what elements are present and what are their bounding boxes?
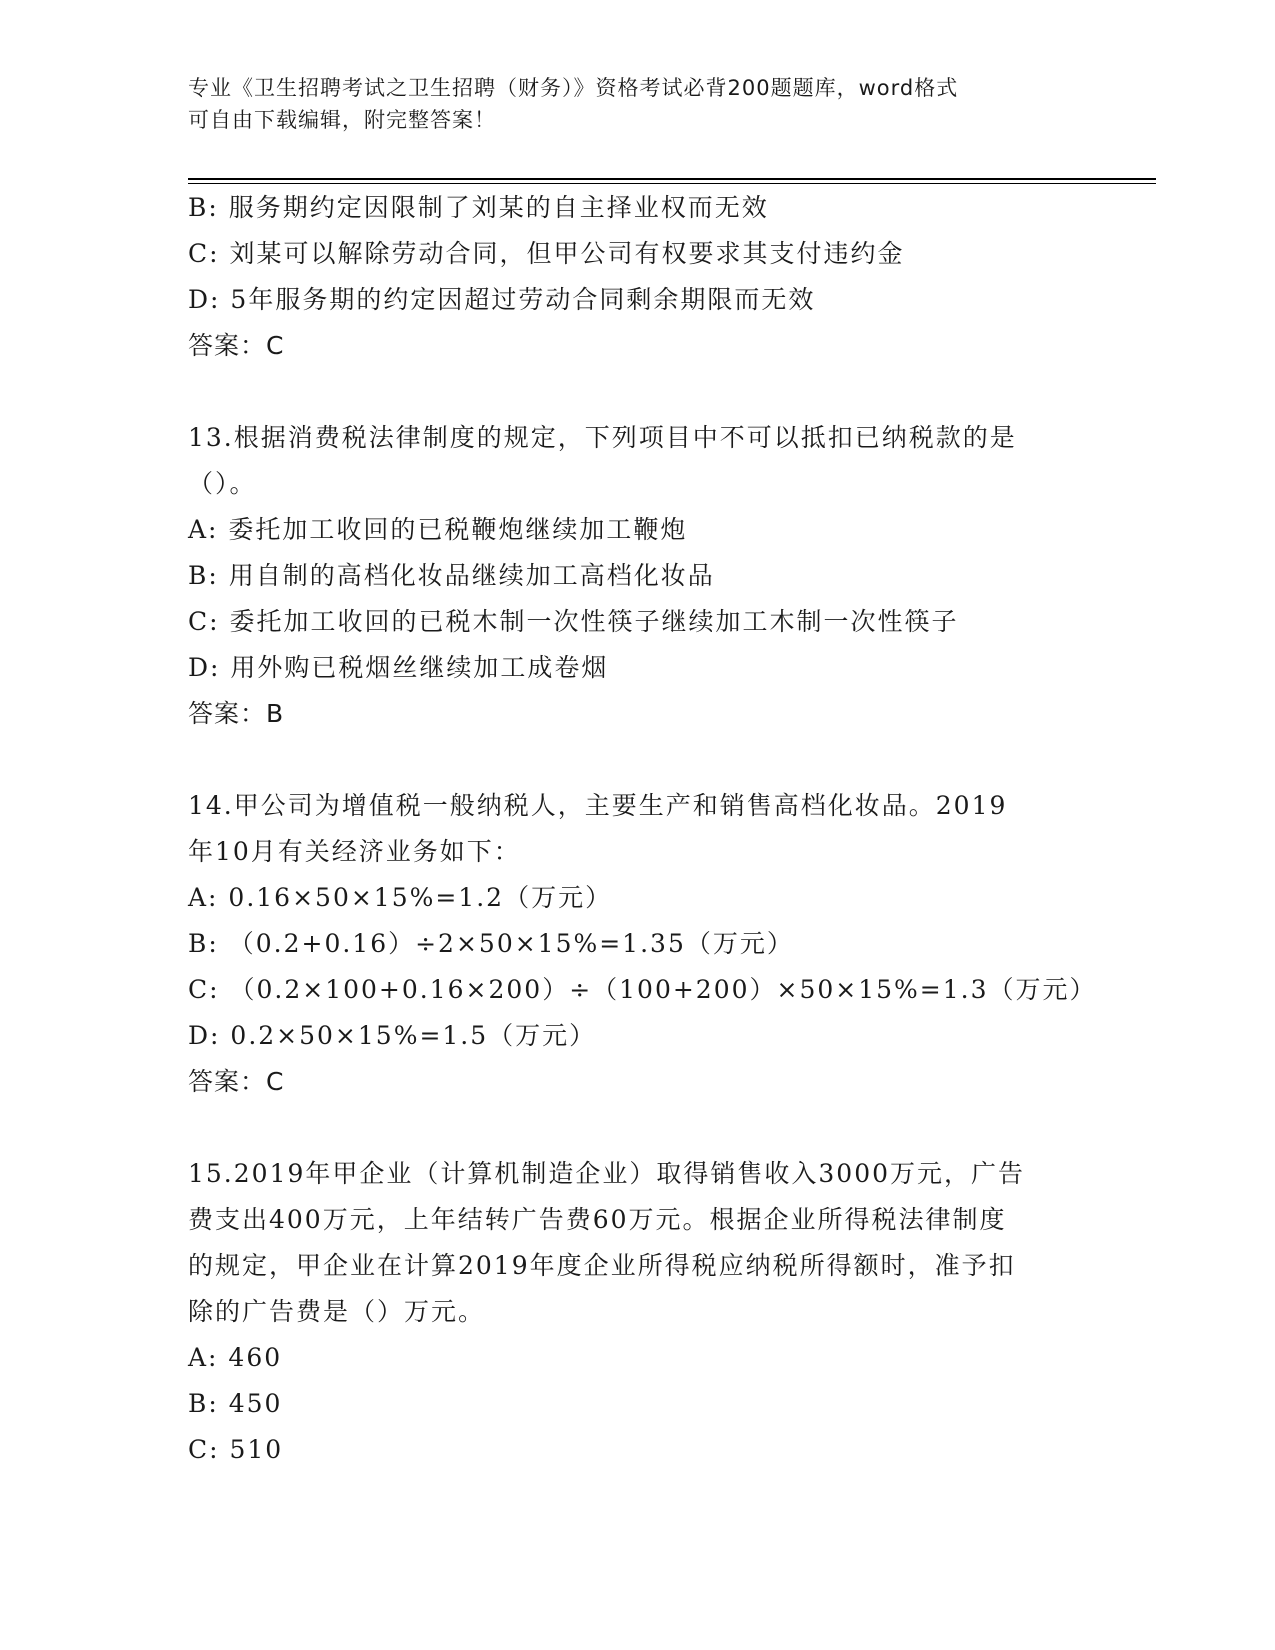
option-d: D: 5年服务期的约定因超过劳动合同剩余期限而无效 bbox=[188, 285, 816, 314]
header-title-line-2: 可自由下载编辑，附完整答案！ bbox=[188, 108, 496, 132]
question-text-line: 14.甲公司为增值税一般纳税人，主要生产和销售高档化妆品。2019 bbox=[188, 791, 1008, 820]
question-13-block bbox=[188, 415, 1088, 737]
option-c: C: （0.2×100+0.16×200）÷（100+200）×50×15%=1.3（万元） bbox=[188, 975, 1097, 1004]
option-a: A: 0.16×50×15%=1.2（万元） bbox=[188, 883, 613, 912]
question-text-line: 除的广告费是（）万元。 bbox=[188, 1297, 486, 1326]
header-title-line-1: 专业《卫生招聘考试之卫生招聘（财务）》资格考试必背200题题库，word格式 bbox=[188, 76, 959, 100]
question-14-block bbox=[188, 783, 1097, 1105]
option-b: B: 用自制的高档化妆品继续加工高档化妆品 bbox=[188, 561, 715, 590]
answer: 答案：C bbox=[188, 1067, 285, 1096]
option-b: B: （0.2+0.16）÷2×50×15%=1.35（万元） bbox=[188, 929, 794, 958]
question-12-block bbox=[188, 185, 1088, 369]
question-text-line: （）。 bbox=[188, 469, 257, 498]
answer: 答案：B bbox=[188, 699, 285, 728]
header-divider-thick bbox=[188, 178, 1156, 180]
question-text-line: 年10月有关经济业务如下： bbox=[188, 837, 521, 866]
question-text-line: 费支出400万元，上年结转广告费60万元。根据企业所得税法律制度 bbox=[188, 1205, 1007, 1234]
document-header bbox=[188, 72, 1068, 136]
option-c: C: 委托加工收回的已税木制一次性筷子继续加工木制一次性筷子 bbox=[188, 607, 959, 636]
question-text-line: 13.根据消费税法律制度的规定，下列项目中不可以抵扣已纳税款的是 bbox=[188, 423, 1017, 452]
header-divider-thin bbox=[188, 183, 1156, 184]
option-a: A: 委托加工收回的已税鞭炮继续加工鞭炮 bbox=[188, 515, 688, 544]
option-d: D: 用外购已税烟丝继续加工成卷烟 bbox=[188, 653, 609, 682]
option-c: C: 刘某可以解除劳动合同，但甲公司有权要求其支付违约金 bbox=[188, 239, 905, 268]
question-text-line: 15.2019年甲企业（计算机制造企业）取得销售收入3000万元，广告 bbox=[188, 1159, 1026, 1188]
option-a: A: 460 bbox=[188, 1343, 283, 1372]
option-d: D: 0.2×50×15%=1.5（万元） bbox=[188, 1021, 597, 1050]
document-body bbox=[188, 185, 1097, 1473]
option-b: B: 450 bbox=[188, 1389, 283, 1418]
question-15-block bbox=[188, 1151, 1088, 1473]
answer: 答案：C bbox=[188, 331, 285, 360]
question-text-line: 的规定，甲企业在计算2019年度企业所得税应纳税所得额时，准予扣 bbox=[188, 1251, 1016, 1280]
option-b: B: 服务期约定因限制了刘某的自主择业权而无效 bbox=[188, 193, 769, 222]
option-c: C: 510 bbox=[188, 1435, 284, 1464]
